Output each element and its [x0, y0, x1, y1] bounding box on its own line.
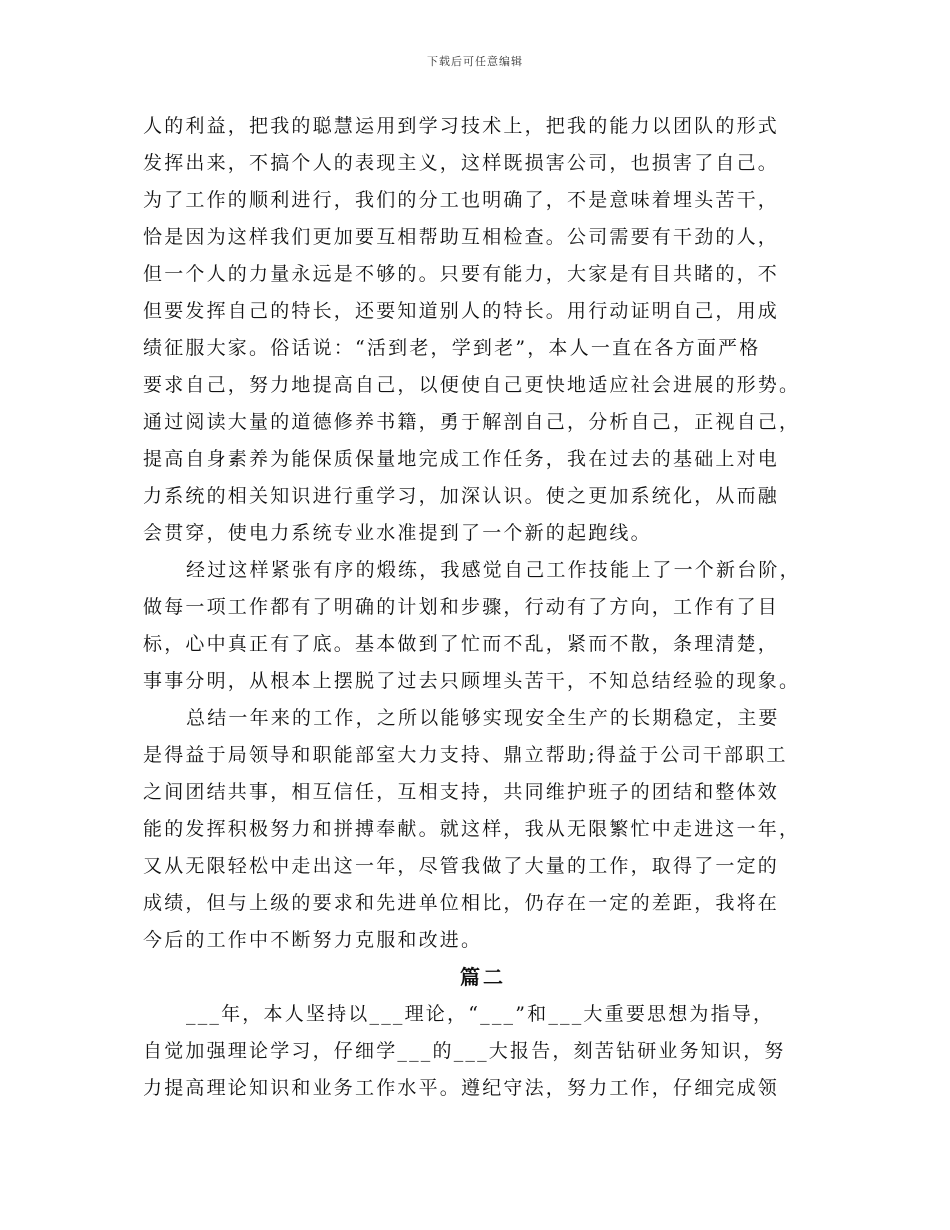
paragraph-2 [143, 552, 823, 700]
text-line: 人的利益，把我的聪慧运用到学习技术上，把我的能力以团队的形式 [143, 115, 780, 137]
page-header-watermark: 下载后可任意编辑 [427, 55, 523, 68]
text-line: 自觉加强理论学习，仔细学___的___大报告，刻苦钻研业务知识，努 [143, 1040, 786, 1062]
text-line: 力提高理论知识和业务工作水平。遵纪守法，努力工作，仔细完成领 [143, 1077, 780, 1099]
text-line: 发挥出来，不搞个人的表现主义，这样既损害公司，也损害了自己。 [143, 152, 780, 174]
text-line: ___年，本人坚持以___理论，“___”和___大重要思想为指导， [186, 1003, 775, 1025]
text-line: 标，心中真正有了底。基本做到了忙而不乱，紧而不散，条理清楚， [143, 633, 780, 655]
text-line: 成绩，但与上级的要求和先进单位相比，仍存在一定的差距，我将在 [143, 892, 780, 914]
text-line: 是得益于局领导和职能部室大力支持、鼎立帮助;得益于公司干部职工 [143, 744, 788, 766]
text-line: 事事分明，从根本上摆脱了过去只顾埋头苦干，不知总结经验的现象。 [143, 670, 801, 692]
text-line: 会贯穿，使电力系统专业水准提到了一个新的起跑线。 [143, 522, 652, 544]
text-line: 恰是因为这样我们更加要互相帮助互相检查。公司需要有干劲的人， [143, 226, 780, 248]
text-line: 为了工作的顺利进行，我们的分工也明确了，不是意味着埋头苦干， [143, 189, 780, 211]
text-line: 要求自己，努力地提高自己，以便使自己更快地适应社会进展的形势。 [143, 374, 801, 396]
text-line: 做每一项工作都有了明确的计划和步骤，行动有了方向，工作有了目 [143, 596, 780, 618]
text-line: 今后的工作中不断努力克服和改进。 [143, 929, 483, 951]
text-line: 经过这样紧张有序的煅练，我感觉自己工作技能上了一个新台阶， [186, 559, 801, 581]
text-line: 力系统的相关知识进行重学习，加深认识。使之更加系统化，从而融 [143, 485, 780, 507]
paragraph-4 [143, 996, 823, 1107]
text-line: 能的发挥积极努力和拼搏奉献。就这样，我从无限繁忙中走进这一年， [143, 818, 801, 840]
text-line: 之间团结共事，相互信任，互相支持，共同维护班子的团结和整体效 [143, 781, 780, 803]
text-line: 但一个人的力量永远是不够的。只要有能力，大家是有目共睹的，不 [143, 263, 780, 285]
paragraph-1 [143, 108, 823, 552]
text-line: 提高自身素养为能保质保量地完成工作任务，我在过去的基础上对电 [143, 448, 780, 470]
text-line: 通过阅读大量的道德修养书籍，勇于解剖自己，分析自己，正视自己， [143, 411, 801, 433]
paragraph-3 [143, 700, 823, 959]
section-heading: 篇二 [460, 965, 506, 989]
document-body [143, 108, 823, 1107]
text-line: 总结一年来的工作，之所以能够实现安全生产的长期稳定，主要 [186, 707, 780, 729]
text-line: 又从无限轻松中走出这一年，尽管我做了大量的工作，取得了一定的 [143, 855, 780, 877]
text-line: 绩征服大家。俗话说：“活到老，学到老”，本人一直在各方面严格 [143, 337, 761, 359]
text-line: 但要发挥自己的特长，还要知道别人的特长。用行动证明自己，用成 [143, 300, 780, 322]
